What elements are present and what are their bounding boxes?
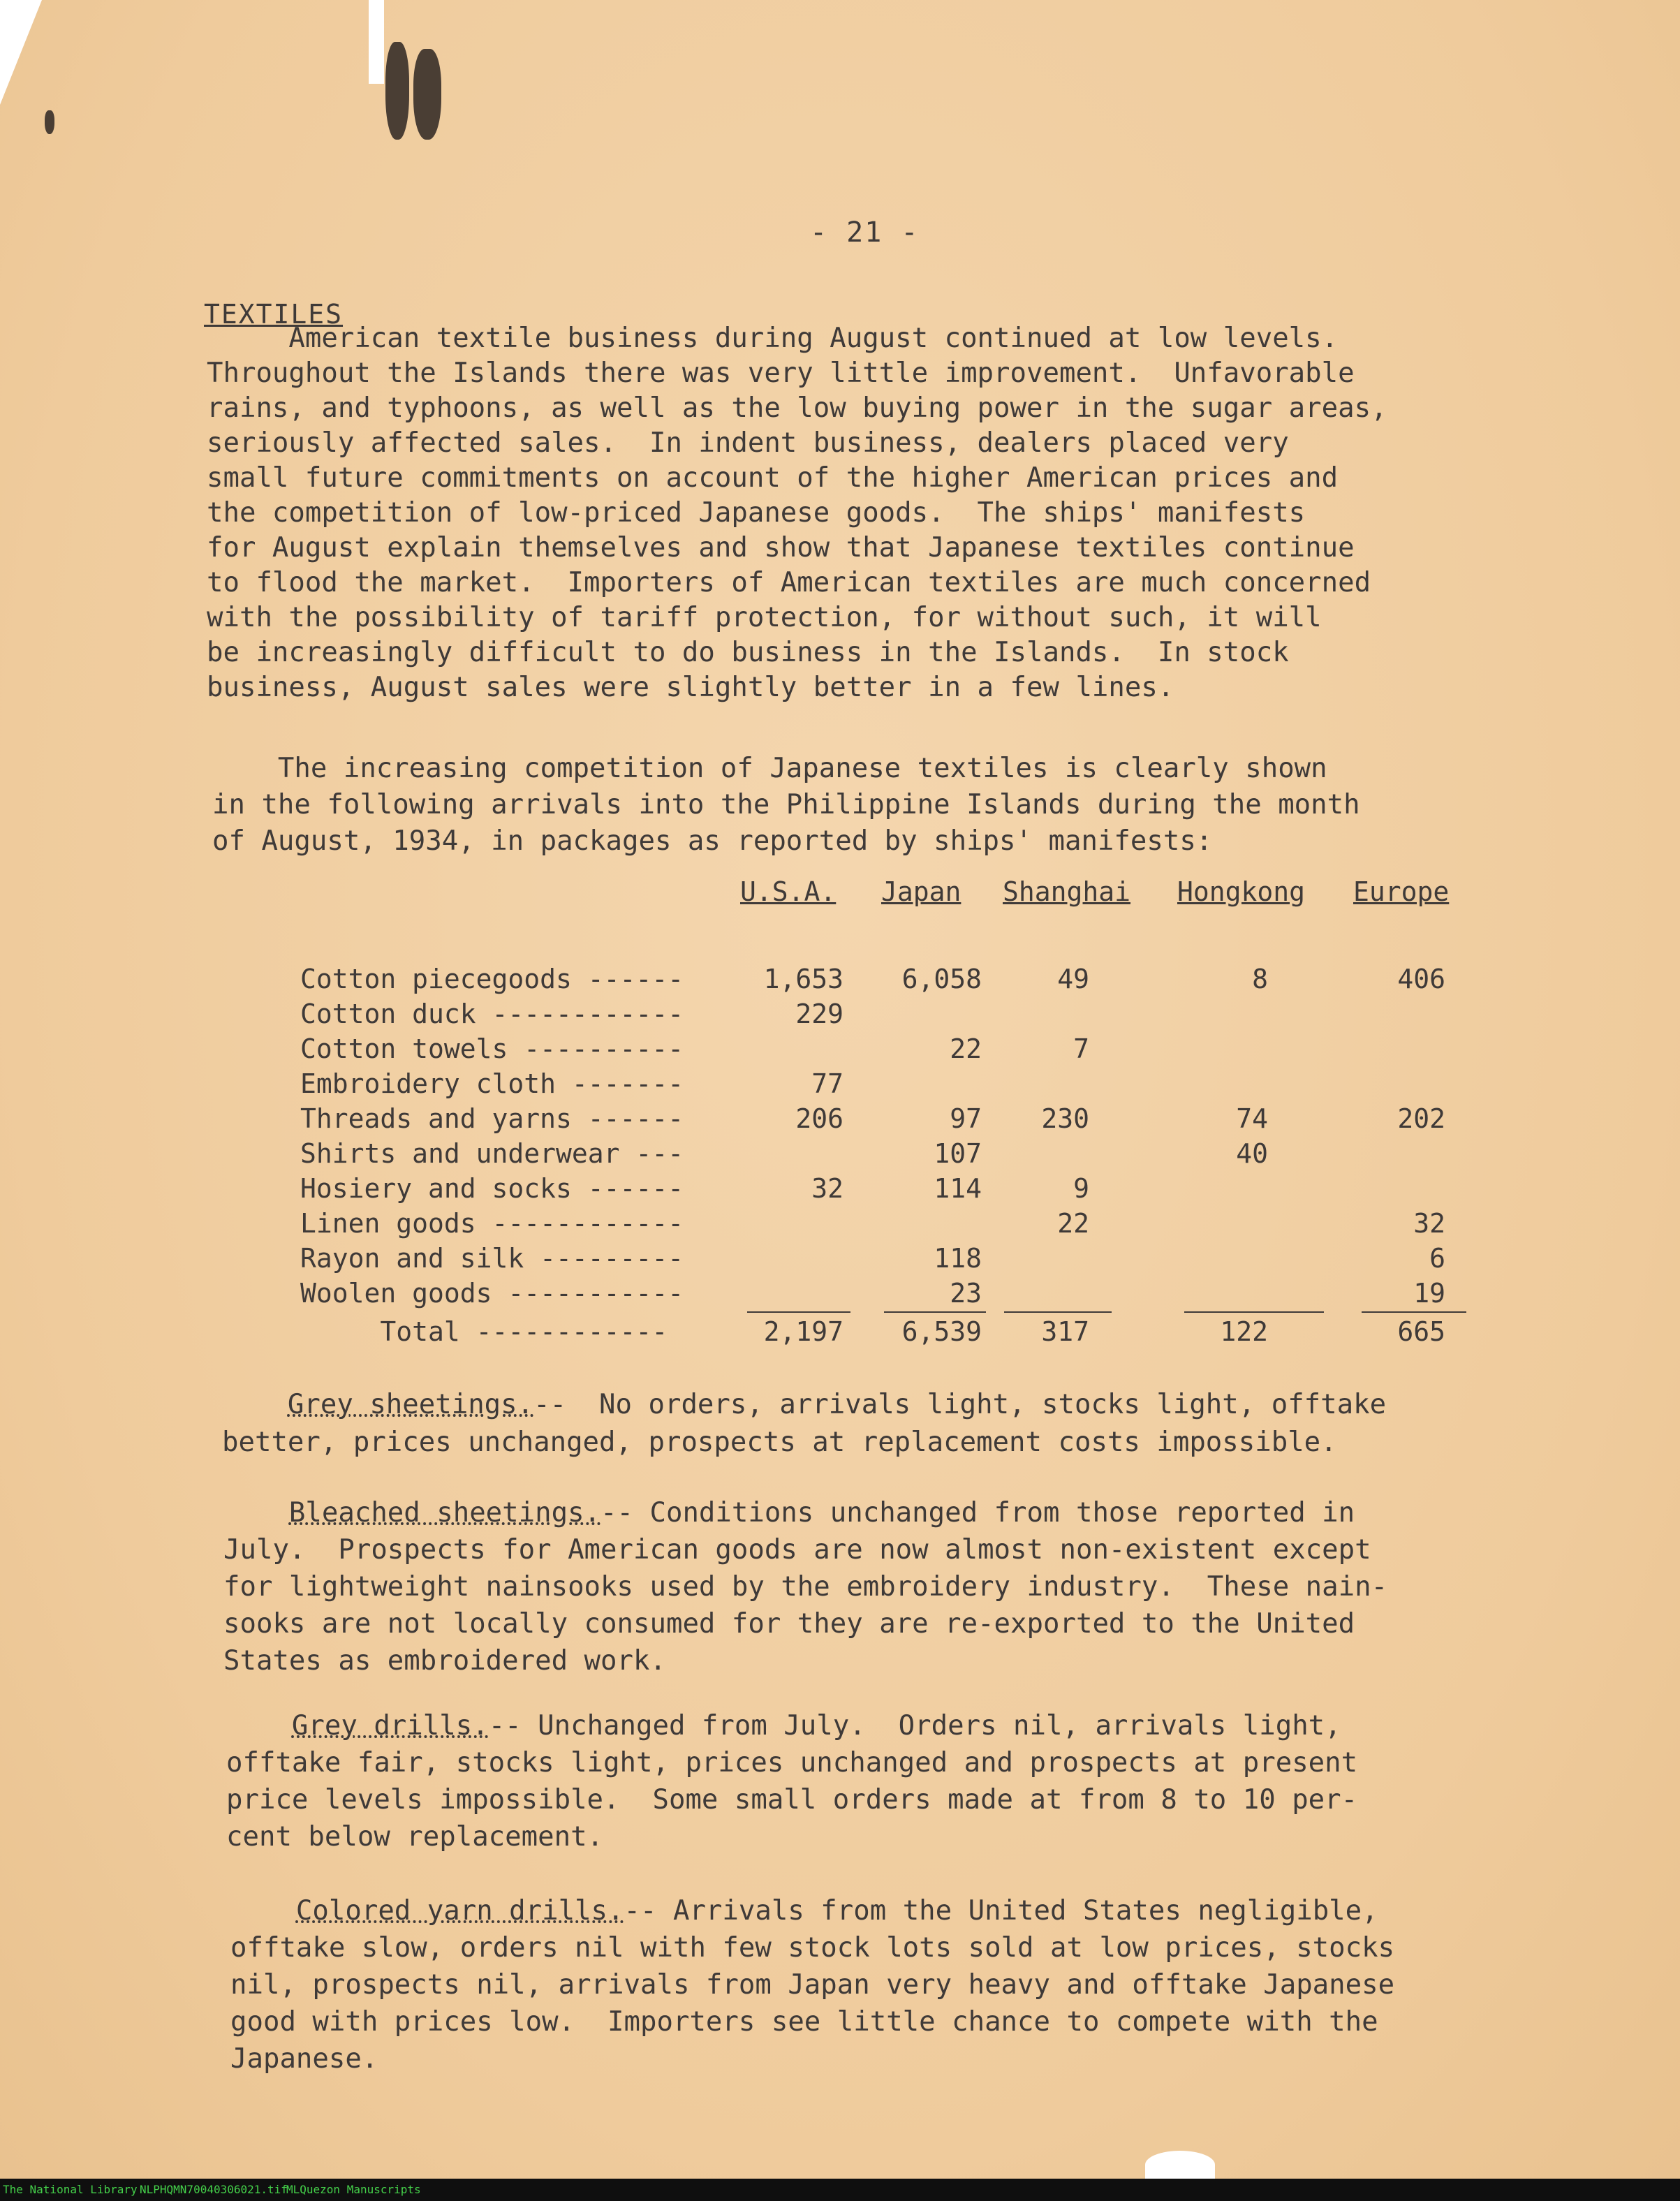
section-first-line: -- Unchanged from July. Orders nil, arrivals light, [488,1710,1341,1742]
total-rule-japan [884,1311,986,1313]
total-label: Total ------------ [300,1316,668,1347]
total-usa: 2,197 [763,1316,843,1347]
text-line: to flood the market. Importers of American textiles are much concerned [207,567,1371,598]
row-label: Cotton towels ---------- [300,1033,684,1064]
section-first-line: -- Conditions unchanged from those reported in [600,1497,1355,1529]
row-label: Threads and yarns ------ [300,1103,684,1134]
text-line: for August explain themselves and show that Japanese textiles continue [207,532,1355,564]
torn-corner [0,0,42,105]
intro-paragraph [207,321,1387,705]
footer-file: NLPHQMN70040306021.tif [140,2183,288,2196]
text-line [222,1386,1386,1424]
section-heading: TEXTILES [204,299,344,330]
cell-hongkong: 8 [1252,964,1268,994]
text-line: be increasingly difficult to do business in the Islands. In stock [207,637,1289,668]
text-line [230,1892,1394,1929]
section-lead: Grey sheetings. [287,1389,534,1420]
row-label: Embroidery cloth ------- [300,1068,684,1099]
column-header-europe: Europe [1353,876,1450,907]
cell-usa: 206 [795,1103,843,1134]
row-label: Hosiery and socks ------ [300,1173,684,1204]
column-header-shanghai: Shanghai [1003,876,1131,907]
total-hongkong: 122 [1220,1316,1268,1347]
cell-usa: 1,653 [763,964,843,994]
section-lead: Colored yarn drills. [295,1895,624,1927]
text-line: Throughout the Islands there was very little improvement. Unfavorable [207,358,1355,389]
column-header-hongkong: Hongkong [1177,876,1306,907]
footer-collection: MLQuezon Manuscripts [286,2183,421,2196]
row-label: Shirts and underwear --- [300,1138,684,1169]
row-label: Rayon and silk --------- [300,1243,684,1274]
total-japan: 6,539 [901,1316,982,1347]
text-line: sooks are not locally consumed for they are re-exported to the United [223,1608,1355,1640]
cell-japan: 97 [950,1103,982,1134]
punch-hole-mark [385,42,409,140]
bleached-sheetings-paragraph [223,1494,1387,1679]
cell-usa: 77 [811,1068,843,1099]
row-label: Linen goods ------------ [300,1208,684,1239]
text-line: cent below replacement. [226,1821,604,1853]
text-line: for lightweight nainsooks used by the embroidery industry. These nain- [223,1571,1388,1603]
text-line: seriously affected sales. In indent business, dealers placed very [207,427,1289,459]
cell-shanghai: 22 [1057,1208,1089,1239]
competition-paragraph [212,751,1360,860]
text-line: price levels impossible. Some small orders made at from 8 to 10 per- [226,1784,1358,1816]
text-line [226,1707,1357,1744]
text-line: the competition of low-priced Japanese goods. The ships' manifests [207,497,1306,529]
cell-europe: 406 [1397,964,1445,994]
cell-europe: 32 [1413,1208,1445,1239]
total-rule-shanghai [1004,1311,1112,1313]
scan-footer-bar [0,2179,1680,2201]
cell-europe: 19 [1413,1278,1445,1309]
cell-usa: 229 [795,999,843,1029]
section-first-line: -- Arrivals from the United States negligible, [624,1895,1378,1927]
total-shanghai: 317 [1041,1316,1089,1347]
cell-shanghai: 49 [1057,964,1089,994]
column-header-japan: Japan [881,876,961,907]
text-line: Japanese. [230,2043,378,2075]
cell-shanghai: 9 [1073,1173,1089,1204]
section-lead: Grey drills. [291,1710,489,1742]
text-line: business, August sales were slightly better in a few lines. [207,672,1174,703]
text-line: The increasing competition of Japanese textiles is clearly shown [212,753,1327,784]
grey-drills-paragraph [226,1707,1357,1855]
total-rule-europe [1362,1311,1466,1313]
section-first-line: -- No orders, arrivals light, stocks light, offtake [533,1389,1387,1420]
text-line: better, prices unchanged, prospects at replacement costs impossible. [222,1427,1337,1458]
cell-hongkong: 74 [1236,1103,1268,1134]
text-line: offtake slow, orders nil with few stock lots sold at low prices, stocks [230,1932,1395,1964]
total-rule-usa [747,1311,850,1313]
row-label: Cotton duck ------------ [300,999,684,1029]
text-line: July. Prospects for American goods are now almost non-existent except [223,1534,1371,1566]
column-header-usa: U.S.A. [740,876,837,907]
text-line: offtake fair, stocks light, prices unchanged and prospects at present [226,1747,1358,1779]
cell-shanghai: 230 [1041,1103,1089,1134]
text-line: American textile business during August continued at low levels. [207,323,1339,354]
text-line: rains, and typhoons, as well as the low buying power in the sugar areas, [207,392,1387,424]
arrivals-table [300,876,1487,1365]
cell-japan: 23 [950,1278,982,1309]
cell-shanghai: 7 [1073,1033,1089,1064]
section-lead: Bleached sheetings. [288,1497,601,1529]
cell-europe: 202 [1397,1103,1445,1134]
text-line: good with prices low. Importers see little chance to compete with the [230,2006,1378,2038]
cell-japan: 6,058 [901,964,982,994]
text-line: with the possibility of tariff protection, for without such, it will [207,602,1322,633]
grey-sheetings-paragraph [222,1386,1386,1462]
total-rule-hongkong [1184,1311,1324,1313]
cell-japan: 114 [934,1173,982,1204]
footer-library: The National Library [3,2183,138,2196]
cell-japan: 118 [934,1243,982,1274]
ink-speck [45,110,54,134]
text-line: of August, 1934, in packages as reported by ships' manifests: [212,825,1213,857]
row-label: Cotton piecegoods ------ [300,964,684,994]
paper-tear [369,0,384,84]
page-number: - 21 - [810,216,920,249]
cell-hongkong: 40 [1236,1138,1268,1169]
punch-hole-mark [413,49,441,140]
cell-japan: 22 [950,1033,982,1064]
cell-europe: 6 [1429,1243,1445,1274]
paper-tear [1145,2151,1215,2179]
text-line [223,1494,1387,1531]
cell-usa: 32 [811,1173,843,1204]
total-europe: 665 [1397,1316,1445,1347]
text-line: States as embroidered work. [223,1645,666,1677]
text-line: in the following arrivals into the Philippine Islands during the month [212,789,1360,820]
text-line: small future commitments on account of the higher American prices and [207,462,1339,494]
text-line: nil, prospects nil, arrivals from Japan very heavy and offtake Japanese [230,1969,1395,2001]
row-label: Woolen goods ----------- [300,1278,684,1309]
colored-yarn-drills-paragraph [230,1892,1394,2077]
cell-japan: 107 [934,1138,982,1169]
